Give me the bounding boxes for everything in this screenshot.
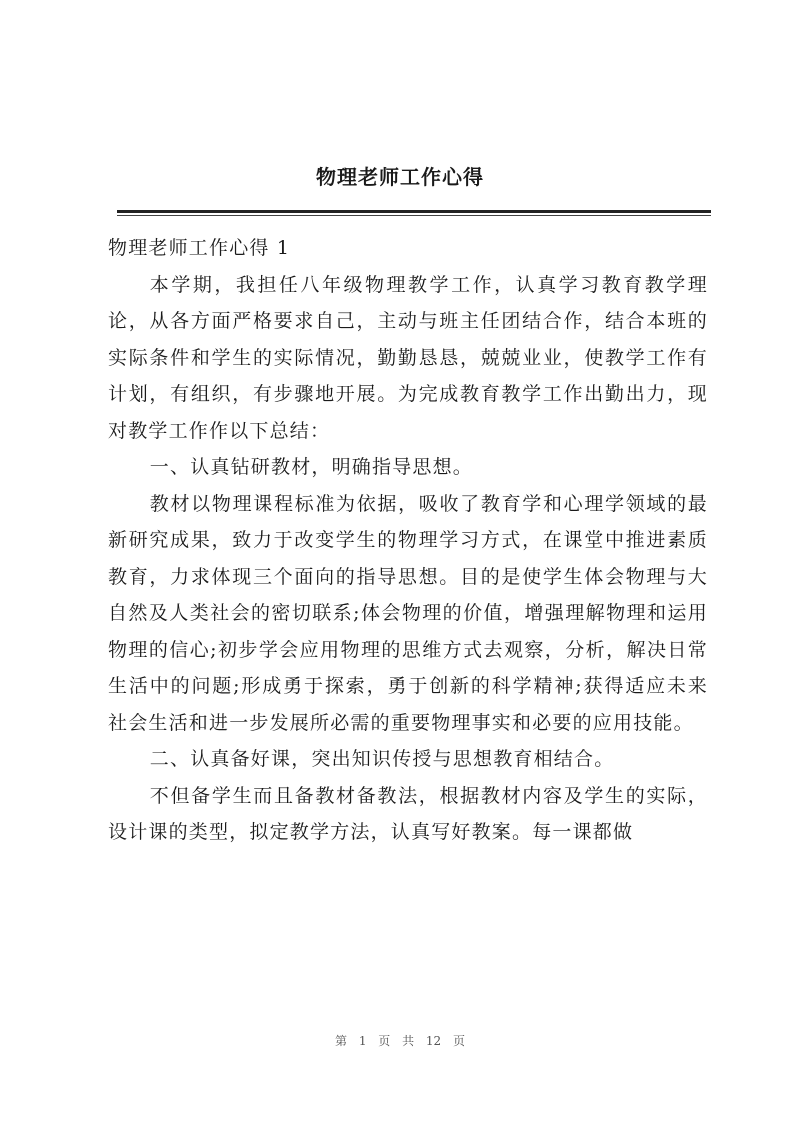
section-subtitle: 物理老师工作心得 1 [108, 237, 291, 259]
page-footer: 第 1 页 共 12 页 [335, 1034, 465, 1048]
document-title: 物理老师工作心得 [316, 165, 484, 189]
paragraph-lesson-prep: 不但备学生而且备教材备教法，根据教材内容及学生的实际，设计课的类型，拟定教学方法，认真写好教案。每一课都做 [108, 784, 708, 843]
title-divider-thick [117, 210, 711, 213]
document-body [108, 230, 708, 851]
heading-section-2: 二、认真备好课，突出知识传授与思想教育相结合。 [149, 748, 615, 770]
paragraph-intro: 本学期，我担任八年级物理教学工作，认真学习教育教学理论，从各方面严格要求自己，主动与班主任团结合作，结合本班的实际条件和学生的实际情况，勤勤恳恳，兢兢业业，使教学工作有计划，有组织，有步骤地开展。为完成教育教学工作出勤出力，现对教学工作作以下总结： [108, 273, 708, 442]
title-divider-thin [117, 215, 711, 216]
paragraph-textbook: 教材以物理课程标准为依据，吸收了教育学和心理学领域的最新研究成果，致力于改变学生的物理学习方式，在课堂中推进素质教育，力求体现三个面向的指导思想。目的是使学生体会物理与大自然及人类社会的密切联系;体会物理的价值，增强理解物理和运用物理的信心;初步学会应用物理的思维方式去观察，分析，解决日常生活中的问题;形成勇于探索，勇于创新的科学精神;获得适应未来社会生活和进一步发展所必需的重要物理事实和必要的应用技能。 [108, 492, 708, 734]
heading-section-1: 一、认真钻研教材，明确指导思想。 [149, 456, 473, 478]
